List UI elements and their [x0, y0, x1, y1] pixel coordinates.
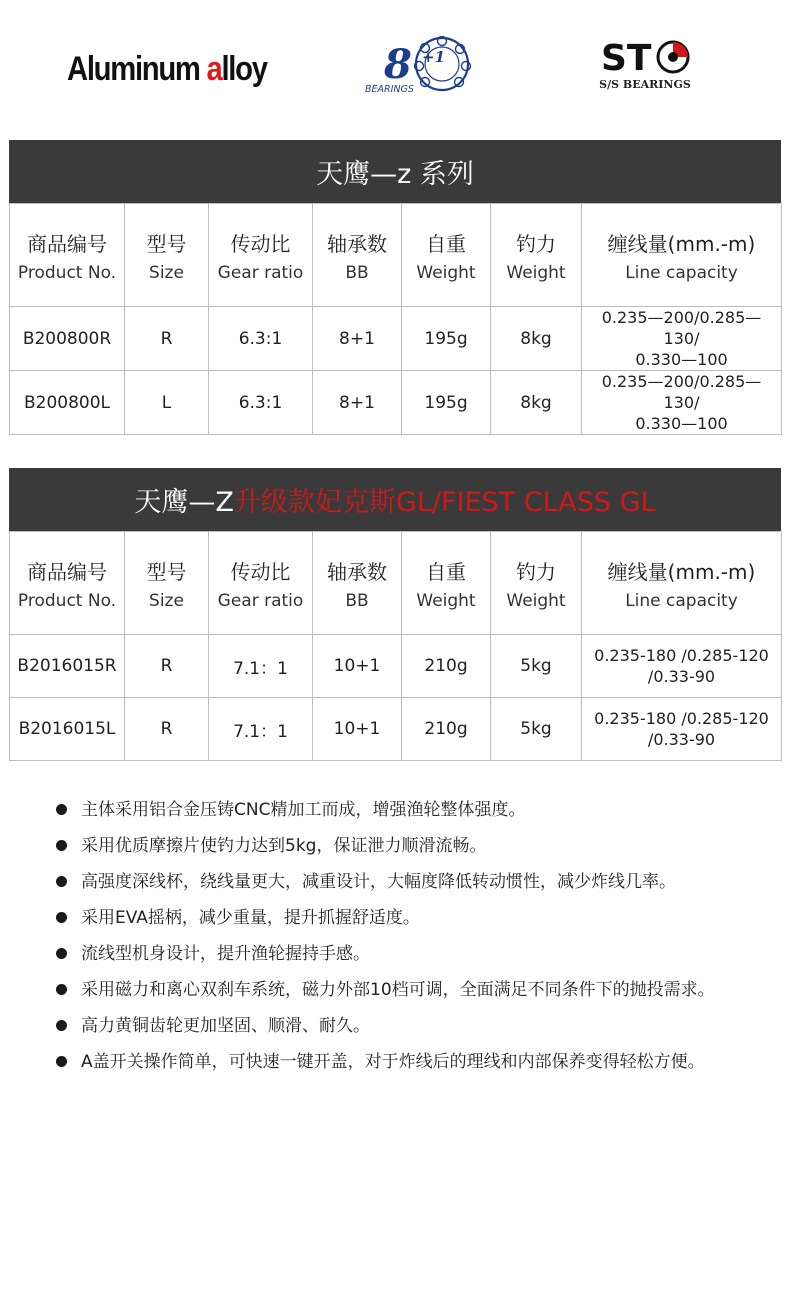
cell-weight: 195g — [402, 371, 491, 435]
cell-product-no: B200800R — [10, 307, 125, 371]
feature-item: 采用磁力和离心双刹车系统，磁力外部10档可调，全面满足不同条件下的抛投需求。 — [52, 972, 752, 1008]
cell-gear-ratio: 7.1：1 — [209, 635, 313, 698]
cell-line-capacity: 0.235-180 /0.285-120 /0.33-90 — [582, 635, 782, 698]
header-bb: 轴承数 BB — [313, 532, 402, 635]
cell-size: R — [125, 698, 209, 761]
header-gear-ratio: 传动比 Gear ratio — [209, 204, 313, 307]
feature-item: 采用优质摩擦片使钓力达到5kg，保证泄力顺滑流畅。 — [52, 828, 752, 864]
aluminum-alloy-logo: Aluminum alloy — [67, 50, 267, 88]
header-weight: 自重 Weight — [402, 204, 491, 307]
feature-item: 采用EVA摇柄，减少重量，提升抓握舒适度。 — [52, 900, 752, 936]
table-header-row — [10, 204, 782, 307]
cell-size: R — [125, 635, 209, 698]
feature-list — [52, 792, 752, 1080]
header-line-capacity: 缠线量(mm.-m) Line capacity — [582, 532, 782, 635]
cell-product-no: B2016015L — [10, 698, 125, 761]
cell-gear-ratio: 6.3:1 — [209, 307, 313, 371]
ss-mark-letters: ST — [601, 38, 652, 76]
feature-item: 流线型机身设计，提升渔轮握持手感。 — [52, 936, 752, 972]
table-title: 天鹰—z 系列 — [9, 140, 781, 203]
spec-table — [9, 531, 782, 761]
cell-gear-ratio: 6.3:1 — [209, 371, 313, 435]
cell-weight: 195g — [402, 307, 491, 371]
table-row — [10, 635, 782, 698]
cell-bb: 8+1 — [313, 371, 402, 435]
ss-bearings-mark-icon — [597, 36, 693, 76]
cell-weight: 210g — [402, 698, 491, 761]
header-size: 型号 Size — [125, 204, 209, 307]
header-line-capacity: 缠线量(mm.-m) Line capacity — [582, 204, 782, 307]
cell-product-no: B2016015R — [10, 635, 125, 698]
ss-bearings-logo — [597, 36, 693, 98]
spec-table-z-series — [9, 140, 781, 435]
cell-bb: 10+1 — [313, 635, 402, 698]
feature-item: 高力黄铜齿轮更加坚固、顺滑、耐久。 — [52, 1008, 752, 1044]
feature-item: A盖开关操作简单，可快速一键开盖，对于炸线后的理线和内部保养变得轻松方便。 — [52, 1044, 752, 1080]
cell-size: R — [125, 307, 209, 371]
cell-line-capacity: 0.235—200/0.285—130/ 0.330—100 — [582, 307, 782, 371]
header-drag: 钓力 Weight — [491, 204, 582, 307]
cell-bb: 10+1 — [313, 698, 402, 761]
header-bb: 轴承数 BB — [313, 204, 402, 307]
feature-item: 高强度深线杯，绕线量更大，减重设计，大幅度降低转动惯性，减少炸线几率。 — [52, 864, 752, 900]
cell-drag: 8kg — [491, 371, 582, 435]
bearings-big-digit: 8 — [384, 41, 412, 88]
header-gear-ratio: 传动比 Gear ratio — [209, 532, 313, 635]
cell-product-no: B200800L — [10, 371, 125, 435]
cell-drag: 5kg — [491, 698, 582, 761]
header-weight: 自重 Weight — [402, 532, 491, 635]
feature-item: 主体采用铝合金压铸CNC精加工而成，增强渔轮整体强度。 — [52, 792, 752, 828]
bearings-small-digit: +1 — [422, 48, 446, 66]
logo-strip — [0, 0, 790, 135]
header-product-no: 商品编号 Product No. — [10, 532, 125, 635]
ss-bearings-word: S/S BEARINGS — [599, 78, 691, 91]
table-row — [10, 371, 782, 435]
cell-drag: 8kg — [491, 307, 582, 371]
table-row — [10, 698, 782, 761]
header-product-no: 商品编号 Product No. — [10, 204, 125, 307]
cell-line-capacity: 0.235-180 /0.285-120 /0.33-90 — [582, 698, 782, 761]
cell-drag: 5kg — [491, 635, 582, 698]
cell-size: L — [125, 371, 209, 435]
cell-gear-ratio: 7.1：1 — [209, 698, 313, 761]
spec-table-z-upgrade — [9, 468, 781, 761]
table-row — [10, 307, 782, 371]
bearings-word: BEARINGS — [365, 84, 414, 95]
header-drag: 钓力 Weight — [491, 532, 582, 635]
header-size: 型号 Size — [125, 532, 209, 635]
spec-table — [9, 203, 782, 435]
table-title: 天鹰—Z 升级款妃克斯GL/FIEST CLASS GL — [9, 468, 781, 531]
bearings-8-plus-1-icon — [362, 36, 480, 98]
cell-line-capacity: 0.235—200/0.285—130/ 0.330—100 — [582, 371, 782, 435]
table-header-row — [10, 532, 782, 635]
cell-bb: 8+1 — [313, 307, 402, 371]
cell-weight: 210g — [402, 635, 491, 698]
